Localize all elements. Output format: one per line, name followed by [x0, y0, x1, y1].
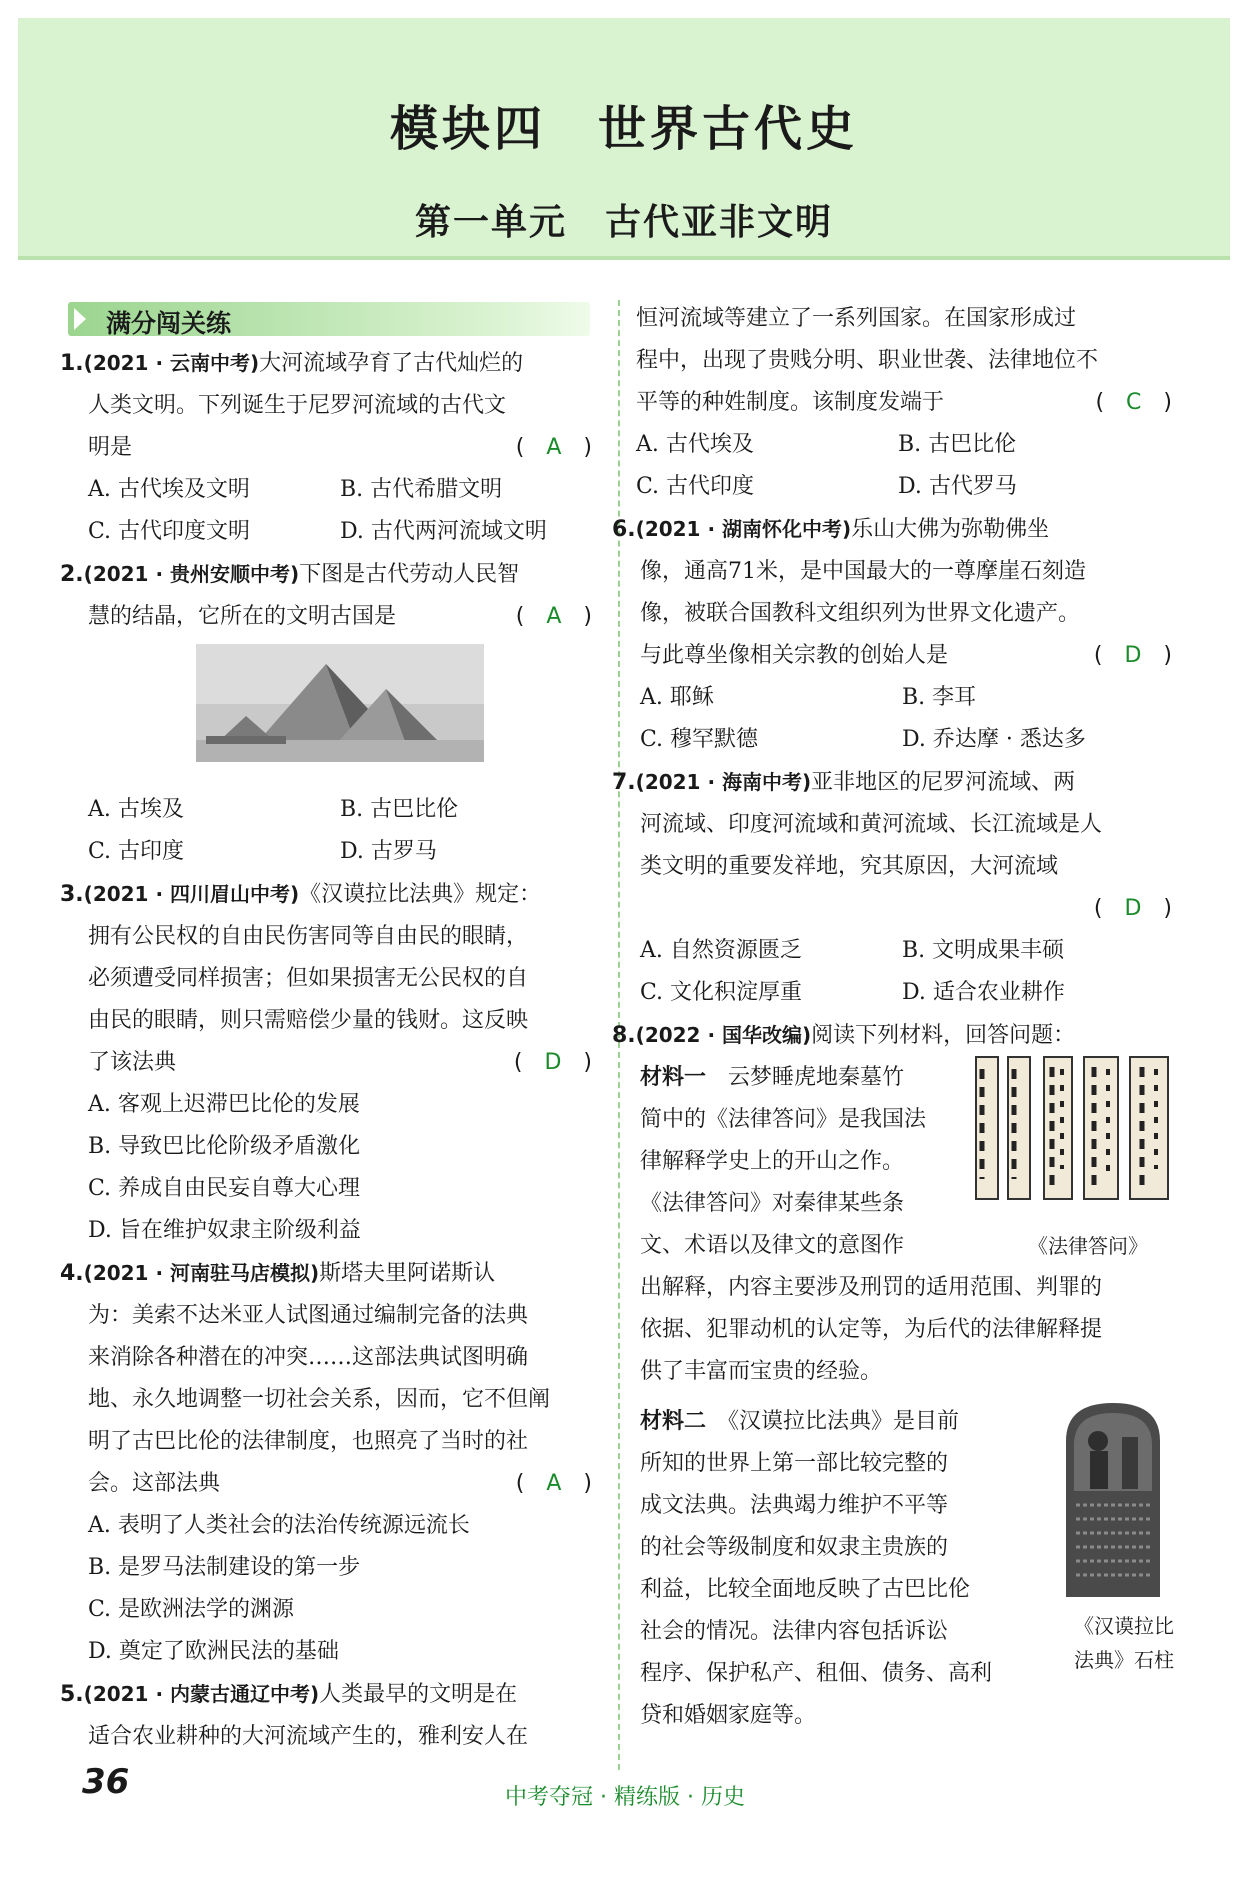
question-7: 7.(2021 · 海南中考)亚非地区的尼罗河流域、两 河流域、印度河流域和黄河流域、长江流域是人 类文明的重要发祥地，究其原因，大河流域 ( D ) A. 自然资源匮乏 B. 文明成果丰硕 C. 文化积淀厚重 D. 适合农业耕作 — [612, 770, 1172, 1005]
page-number: 36 — [82, 1762, 130, 1802]
section-title: 满分闯关练 — [106, 309, 232, 338]
question-1: 1.(2021 · 云南中考)大河流域孕育了古代灿烂的 人类文明。下列诞生于尼罗河流域的古代文 明是 ( A ) A. 古代埃及文明 B. 古代希腊文明 C. 古代印度文明 D. 古代两河流域文明 — [60, 351, 592, 544]
module-title: 模块四 世界古代史 — [389, 101, 858, 157]
bamboo-caption: 《法律答问》 — [1028, 1234, 1148, 1258]
question-6: 6.(2021 · 湖南怀化中考)乐山大佛为弥勒佛坐 像，通高71米，是中国最大的一尊摩崖石刻造 像，被联合国教科文组织列为世界文化遗产。 与此尊坐像相关宗教的创始人是 ( D ) A. 耶稣 B. 李耳 C. 穆罕默德 D. 乔达摩 · 悉达多 — [612, 517, 1172, 752]
pyramids-image — [196, 644, 484, 762]
question-2: 2.(2021 · 贵州安顺中考)下图是古代劳动人民智 慧的结晶，它所在的文明古国是 ( A ) A. 古埃及 B. 古巴比伦 C. 古印度 D. 古罗马 — [60, 562, 592, 864]
question-8: 8.(2022 · 国华改编)阅读下列材料，回答问题： 《法律答问》 材料一 云梦睡虎地秦墓竹 简中的《法律答问》是我国法 律解释学史上的开山之作。 《法律答问》对秦律某些条 文、术语以及律文的意图作 出解释，内容主要涉及刑罚的适用范围、判罪的 依据、犯罪动机的认定等，为后代的法律解释提 供了丰富而宝贵的经验。 《汉谟拉比 法典》石柱 材料二 《汉谟拉比法典》是目前 所知的世界上第一部比较完整的 成文法典。法典竭力维护不平等 的社会等级制度和奴隶主贵族的 利益，比较全面地反映了古巴比伦 社会的情况。法律内容包括诉讼 程序、保护私产、租佃、债务、高利 贷和婚姻家庭等。 — [612, 1014, 1172, 1737]
footer-text: 中考夺冠 · 精练版 · 历史 — [505, 1785, 745, 1810]
answer-3: ( D ) — [513, 1050, 592, 1075]
pillar-caption: 《汉谟拉比 法典》石柱 — [1074, 1614, 1174, 1672]
answer-4: ( A ) — [515, 1471, 592, 1496]
answer-7: ( D ) — [1093, 896, 1172, 921]
answer-6: ( D ) — [1093, 643, 1172, 668]
left-column — [60, 342, 592, 1758]
question-5-continued: 恒河流域等建立了一系列国家。在国家形成过 程中，出现了贵贱分明、职业世袭、法律地位不 平等的种姓制度。该制度发端于 ( C ) A. 古代埃及 B. 古巴比伦 C. 古代印度 D. 古代罗马 — [636, 306, 1172, 499]
arrow-icon — [74, 308, 86, 330]
question-5: 5.(2021 · 内蒙古通辽中考)人类最早的文明是在 适合农业耕种的大河流域产生的，雅利安人在 — [60, 1682, 529, 1749]
answer-5: ( C ) — [1095, 390, 1172, 415]
right-column — [612, 298, 1174, 1737]
answer-2: ( A ) — [515, 604, 592, 629]
bamboo-slips-image — [974, 1055, 1172, 1201]
answer-1: ( A ) — [515, 435, 592, 460]
material-one: 《法律答问》 材料一 云梦睡虎地秦墓竹 简中的《法律答问》是我国法 律解释学史上的开山之作。 《法律答问》对秦律某些条 文、术语以及律文的意图作 出解释，内容主要涉及刑罚的适用范围、判罪的 依据、犯罪动机的认定等，为后代的法律解释提 供了丰富而宝贵的经验。 — [612, 1057, 1172, 1393]
unit-title: 第一单元 古代亚非文明 — [414, 202, 833, 243]
header-banner — [18, 18, 1230, 260]
hammurabi-pillar-image — [1054, 1401, 1172, 1597]
question-4: 4.(2021 · 河南驻马店模拟)斯塔夫里阿诺斯认 为：美索不达米亚人试图通过编制完备的法典 来消除各种潜在的冲突……这部法典试图明确 地、永久地调整一切社会关系，因而，它不但阐 明了古巴比伦的法律制度，也照亮了当时的社 会。这部法典 ( A ) A. 表明了人类社会的法治传统源远流长 B. 是罗马法制建设的第一步 C. 是欧洲法学的渊源 D. 奠定了欧洲民法的基础 — [60, 1261, 592, 1664]
section-header — [68, 302, 590, 336]
material-two: 《汉谟拉比 法典》石柱 材料二 《汉谟拉比法典》是目前 所知的世界上第一部比较完整的 成文法典。法典竭力维护不平等 的社会等级制度和奴隶主贵族的 利益，比较全面地反映了古巴比伦 社会的情况。法律内容包括诉讼 程序、保护私产、租佃、债务、高利 贷和婚姻家庭等。 — [612, 1401, 1172, 1737]
question-3: 3.(2021 · 四川眉山中考)《汉谟拉比法典》规定： 拥有公民权的自由民伤害同等自由民的眼睛， 必须遭受同样损害；但如果损害无公民权的自 由民的眼睛，则只需赔偿少量的钱财。这反映 了该法典 ( D ) A. 客观上迟滞巴比伦的发展 B. 导致巴比伦阶级矛盾激化 C. 养成自由民妄自尊大心理 D. 旨在维护奴隶主阶级利益 — [60, 882, 592, 1243]
